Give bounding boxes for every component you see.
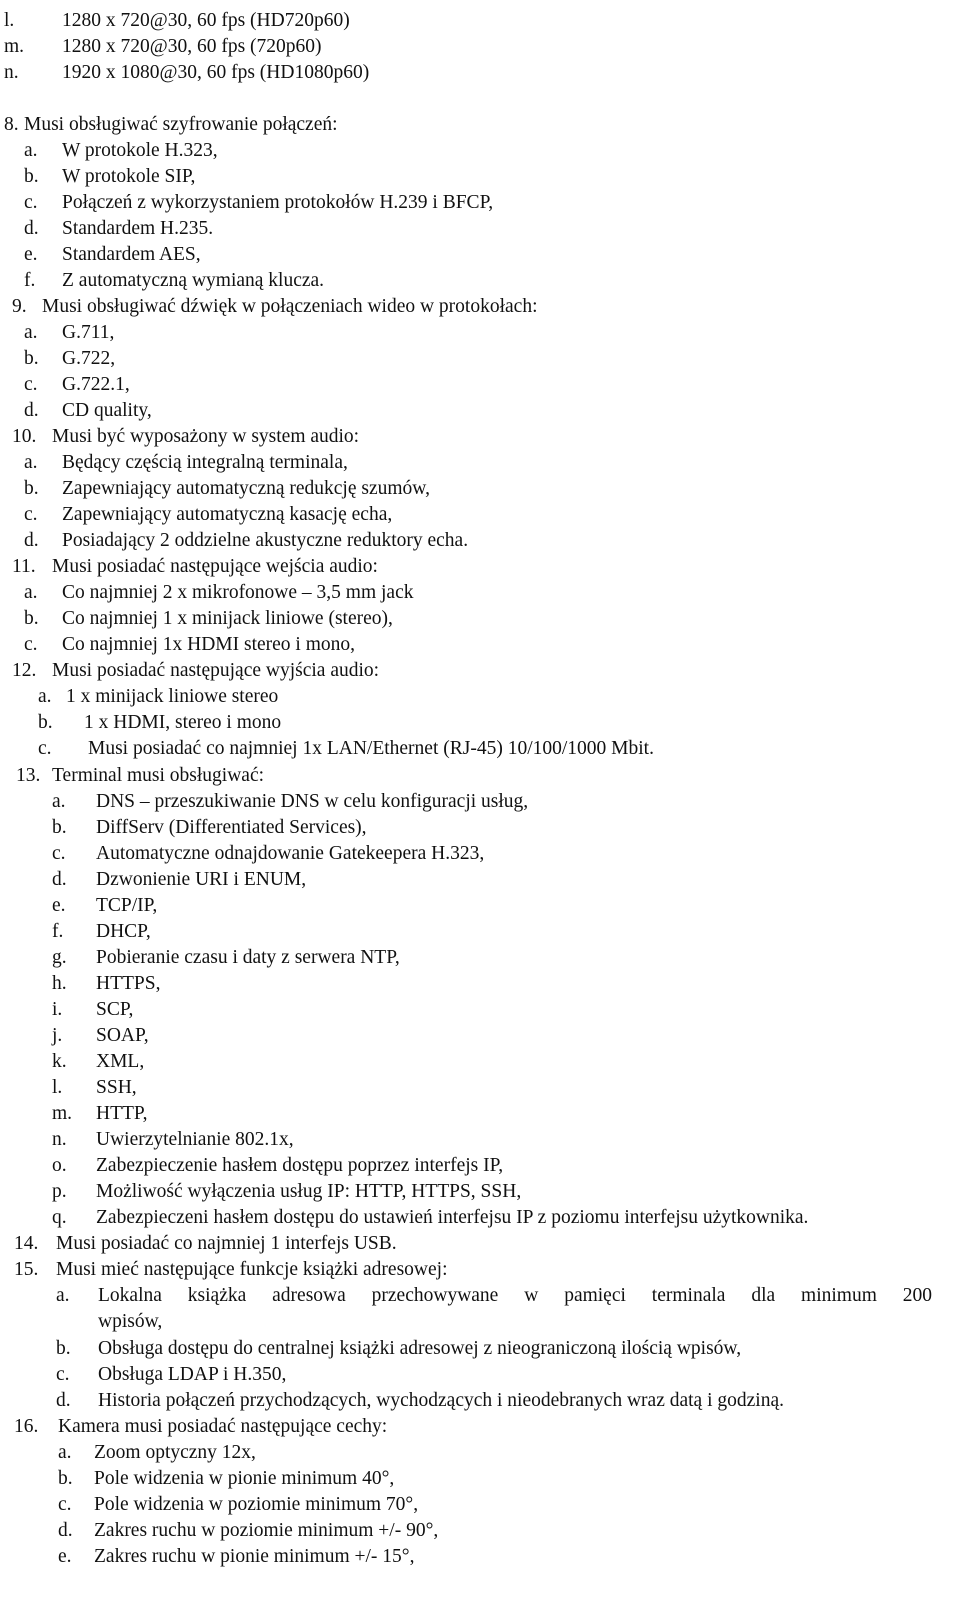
list-item-text: SCP, — [96, 999, 134, 1020]
list-item — [0, 1544, 960, 1570]
list-marker: b. — [24, 478, 39, 499]
list-item — [0, 710, 960, 736]
list-item — [0, 893, 960, 919]
list-marker: i. — [52, 999, 63, 1020]
list-item — [0, 1101, 960, 1127]
list-item — [0, 398, 960, 424]
list-marker: o. — [52, 1155, 67, 1176]
list-item-text: Standardem H.235. — [62, 218, 214, 239]
list-item-text: Posiadający 2 oddzielne akustyczne reduktory echa. — [62, 530, 469, 551]
list-marker: a. — [24, 582, 38, 603]
list-item-text: Historia połączeń przychodzących, wychodzących i nieodebranych wraz datą i godziną. — [98, 1390, 784, 1411]
list-marker: j. — [52, 1025, 63, 1046]
list-marker: c. — [24, 634, 38, 655]
list-marker: q. — [52, 1207, 67, 1228]
list-item-text: Uwierzytelnianie 802.1x, — [96, 1129, 294, 1150]
list-item — [0, 1309, 960, 1335]
list-item — [0, 346, 960, 372]
list-item — [0, 1257, 960, 1283]
list-item-text: Musi obsługiwać szyfrowanie połączeń: — [24, 114, 338, 135]
list-marker: f. — [52, 921, 64, 942]
list-marker: m. — [52, 1103, 73, 1124]
list-item — [0, 1492, 960, 1518]
list-item — [0, 554, 960, 580]
list-marker: l. — [4, 10, 15, 31]
list-marker: a. — [24, 140, 38, 161]
list-item-text: Pobieranie czasu i daty z serwera NTP, — [96, 947, 400, 968]
list-item-text: Musi posiadać co najmniej 1 interfejs USB. — [56, 1233, 397, 1254]
list-item — [0, 372, 960, 398]
list-item — [0, 997, 960, 1023]
list-item — [0, 268, 960, 294]
list-item — [0, 580, 960, 606]
list-marker: e. — [24, 244, 38, 265]
list-item — [0, 658, 960, 684]
list-item-text: Zoom optyczny 12x, — [94, 1442, 256, 1463]
list-item-text: TCP/IP, — [96, 895, 158, 916]
list-marker: b. — [24, 608, 39, 629]
list-item-text: XML, — [96, 1051, 145, 1072]
list-item — [0, 528, 960, 554]
list-item-text: DNS – przeszukiwanie DNS w celu konfiguracji usług, — [96, 791, 529, 812]
list-item — [0, 242, 960, 268]
list-item — [0, 216, 960, 242]
list-item — [0, 138, 960, 164]
list-item-text: Zabezpieczenie hasłem dostępu poprzez interfejs IP, — [96, 1155, 504, 1176]
list-item — [0, 294, 960, 320]
list-item-text: W protokole H.323, — [62, 140, 218, 161]
list-item-text: SSH, — [96, 1077, 137, 1098]
list-item — [0, 502, 960, 528]
list-item-text: 1280 x 720@30, 60 fps (HD720p60) — [62, 10, 350, 31]
list-marker: p. — [52, 1181, 67, 1202]
list-item-text: SOAP, — [96, 1025, 149, 1046]
list-marker: 16. — [14, 1416, 39, 1437]
list-item-text: Pole widzenia w poziomie minimum 70°, — [94, 1494, 419, 1515]
list-item — [0, 1283, 960, 1309]
list-item — [0, 632, 960, 658]
list-item — [0, 1205, 960, 1231]
list-marker: 11. — [12, 556, 36, 577]
list-item-text: Musi posiadać co najmniej 1x LAN/Ethernet (RJ-45) 10/100/1000 Mbit. — [88, 738, 654, 759]
list-item-text: Połączeń z wykorzystaniem protokołów H.239 i BFCP, — [62, 192, 494, 213]
list-item — [0, 476, 960, 502]
list-marker: h. — [52, 973, 67, 994]
list-marker: b. — [24, 348, 39, 369]
list-marker: d. — [52, 869, 67, 890]
list-marker: c. — [38, 738, 52, 759]
list-marker: a. — [38, 686, 52, 707]
list-marker: 12. — [12, 660, 37, 681]
list-marker: b. — [38, 712, 53, 733]
list-item-text: Obsługa LDAP i H.350, — [98, 1364, 287, 1385]
list-marker: a. — [24, 452, 38, 473]
list-item-text: Automatyczne odnajdowanie Gatekeepera H.323, — [96, 843, 485, 864]
list-marker: m. — [4, 36, 25, 57]
list-item — [0, 164, 960, 190]
list-item-text: 1280 x 720@30, 60 fps (720p60) — [62, 36, 322, 57]
list-item-text: HTTP, — [96, 1103, 148, 1124]
list-item-text: G.722.1, — [62, 374, 130, 395]
list-marker: c. — [24, 504, 38, 525]
list-item — [0, 1388, 960, 1414]
list-marker: d. — [24, 530, 39, 551]
list-marker: 14. — [14, 1233, 39, 1254]
list-item-text: Terminal musi obsługiwać: — [52, 765, 265, 786]
list-marker: n. — [4, 62, 19, 83]
list-item — [0, 1179, 960, 1205]
list-item — [0, 424, 960, 450]
list-item-text: Pole widzenia w pionie minimum 40°, — [94, 1468, 395, 1489]
list-marker: 10. — [12, 426, 37, 447]
list-marker: 15. — [14, 1259, 39, 1280]
list-item — [0, 684, 960, 710]
list-marker: a. — [24, 322, 38, 343]
list-item-text: wpisów, — [98, 1311, 163, 1332]
list-marker: 13. — [16, 765, 41, 786]
list-marker: c. — [24, 374, 38, 395]
list-item — [0, 789, 960, 815]
list-marker: d. — [24, 400, 39, 421]
list-marker: c. — [58, 1494, 72, 1515]
list-item — [0, 971, 960, 997]
list-item — [0, 1466, 960, 1492]
list-marker: b. — [52, 817, 67, 838]
list-item-text: CD quality, — [62, 400, 152, 421]
list-item-text: HTTPS, — [96, 973, 161, 994]
list-item-text: Co najmniej 1x HDMI stereo i mono, — [62, 634, 356, 655]
list-item-text: Zakres ruchu w pionie minimum +/- 15°, — [94, 1546, 415, 1567]
list-marker: f. — [24, 270, 36, 291]
list-item-text: Będący częścią integralną terminala, — [62, 452, 348, 473]
list-item-text: Dzwonienie URI i ENUM, — [96, 869, 307, 890]
list-item — [0, 1153, 960, 1179]
list-marker: d. — [24, 218, 39, 239]
list-item-text: Musi obsługiwać dźwięk w połączeniach wideo w protokołach: — [42, 296, 538, 317]
list-marker: e. — [58, 1546, 72, 1567]
list-marker: b. — [24, 166, 39, 187]
list-marker: b. — [56, 1338, 71, 1359]
list-marker: 9. — [12, 296, 27, 317]
list-item — [0, 1075, 960, 1101]
list-item-text: Kamera musi posiadać następujące cechy: — [58, 1416, 388, 1437]
list-item-text: 1 x HDMI, stereo i mono — [84, 712, 282, 733]
list-item — [0, 919, 960, 945]
list-item — [0, 867, 960, 893]
list-item-text: DiffServ (Differentiated Services), — [96, 817, 367, 838]
list-item-text: Możliwość wyłączenia usług IP: HTTP, HTTPS, SSH, — [96, 1181, 522, 1202]
list-item-text: Obsługa dostępu do centralnej książki adresowej z nieograniczoną ilością wpisów, — [98, 1338, 742, 1359]
list-item-text: Co najmniej 2 x mikrofonowe – 3,5 mm jack — [62, 582, 414, 603]
list-marker: a. — [58, 1442, 72, 1463]
list-item — [0, 34, 960, 60]
list-marker: 8. — [4, 114, 19, 135]
list-item-text: G.711, — [62, 322, 115, 343]
list-item-text: G.722, — [62, 348, 116, 369]
list-item — [0, 841, 960, 867]
list-item — [0, 736, 960, 762]
list-item-text: Lokalna książka adresowa przechowywane w pamięci terminala dla minimum 200 — [98, 1285, 932, 1306]
list-item-text: Musi posiadać następujące wejścia audio: — [52, 556, 378, 577]
list-item — [0, 1023, 960, 1049]
list-item — [0, 1362, 960, 1388]
list-item — [0, 1336, 960, 1362]
list-item-text: Musi być wyposażony w system audio: — [52, 426, 360, 447]
list-item — [0, 1518, 960, 1544]
list-item-text: Zakres ruchu w poziomie minimum +/- 90°, — [94, 1520, 439, 1541]
list-marker: d. — [56, 1390, 71, 1411]
list-item — [0, 1127, 960, 1153]
list-item-text: Z automatyczną wymianą klucza. — [62, 270, 325, 291]
list-marker: a. — [56, 1285, 70, 1306]
list-item — [0, 450, 960, 476]
list-item — [0, 60, 960, 86]
list-item — [0, 815, 960, 841]
list-marker: c. — [52, 843, 66, 864]
list-item — [0, 8, 960, 34]
list-item-text: Standardem AES, — [62, 244, 201, 265]
list-item-text: Musi mieć następujące funkcje książki adresowej: — [56, 1259, 448, 1280]
list-marker: d. — [58, 1520, 73, 1541]
list-item — [0, 190, 960, 216]
list-item-text: W protokole SIP, — [62, 166, 196, 187]
list-item — [0, 606, 960, 632]
list-item — [0, 763, 960, 789]
list-item-text: Zapewniający automatyczną kasację echa, — [62, 504, 393, 525]
list-item — [0, 1414, 960, 1440]
list-item — [0, 945, 960, 971]
list-marker: c. — [24, 192, 38, 213]
list-item-text: Co najmniej 1 x minijack liniowe (stereo), — [62, 608, 393, 629]
list-item — [0, 1231, 960, 1257]
list-marker: a. — [52, 791, 66, 812]
list-item — [0, 1049, 960, 1075]
list-marker: b. — [58, 1468, 73, 1489]
list-item — [0, 320, 960, 346]
list-item — [0, 112, 960, 138]
list-item-text: DHCP, — [96, 921, 151, 942]
list-item — [0, 1440, 960, 1466]
list-marker: g. — [52, 947, 67, 968]
list-marker: c. — [56, 1364, 70, 1385]
list-marker: n. — [52, 1129, 67, 1150]
list-marker: l. — [52, 1077, 63, 1098]
list-marker: e. — [52, 895, 66, 916]
list-item-text: 1920 x 1080@30, 60 fps (HD1080p60) — [62, 62, 370, 83]
list-item-text: Zapewniający automatyczną redukcję szumów, — [62, 478, 430, 499]
list-item-text: Zabezpieczeni hasłem dostępu do ustawień interfejsu IP z poziomu interfejsu użytkownika. — [96, 1207, 809, 1228]
list-item-text: Musi posiadać następujące wyjścia audio: — [52, 660, 380, 681]
list-marker: k. — [52, 1051, 67, 1072]
list-item-text: 1 x minijack liniowe stereo — [66, 686, 279, 707]
